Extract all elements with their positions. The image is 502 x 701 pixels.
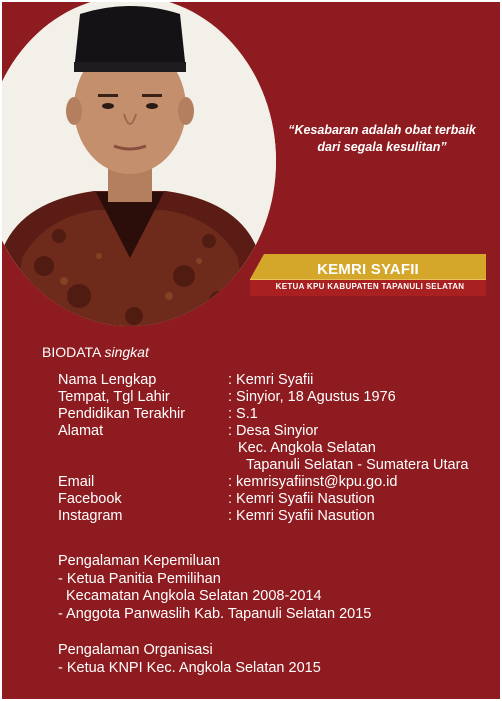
bio-row-alamat bbox=[58, 423, 468, 440]
bio-row-ttl bbox=[58, 389, 468, 406]
organisasi-section bbox=[58, 642, 321, 677]
value-instagram: : Kemri Syafii Nasution bbox=[228, 508, 375, 524]
quote-text: “Kesabaran adalah obat terbaik dari segala kesulitan” bbox=[288, 123, 476, 154]
value-email: : kemrisyafiinst@kpu.go.id bbox=[228, 474, 398, 490]
organisasi-item-1: - Ketua KNPI Kec. Angkola Selatan 2015 bbox=[58, 659, 321, 676]
value-pendidikan: : S.1 bbox=[228, 406, 258, 422]
label-nama: Nama Lengkap bbox=[58, 372, 157, 388]
value-alamat-1: : Desa Sinyior bbox=[228, 423, 319, 439]
bio-row-pendidikan bbox=[58, 406, 468, 423]
name-banner bbox=[250, 252, 486, 298]
bio-row-email bbox=[58, 474, 468, 491]
value-alamat-2: Kec. Angkola Selatan bbox=[238, 440, 376, 456]
kepemiluan-item-2: - Anggota Panwaslih Kab. Tapanuli Selatan 2015 bbox=[58, 605, 372, 622]
value-nama: : Kemri Syafii bbox=[228, 372, 314, 388]
biodata-list bbox=[58, 372, 468, 525]
kepemiluan-title: Pengalaman Kepemiluan bbox=[58, 553, 221, 569]
kepemiluan-item-1: - Ketua Panitia Pemilihan bbox=[58, 570, 221, 587]
value-ttl: : Sinyior, 18 Agustus 1976 bbox=[228, 389, 396, 405]
biodata-heading-em: singkat bbox=[104, 344, 149, 360]
value-facebook: : Kemri Syafii Nasution bbox=[228, 491, 375, 507]
person-role: KETUA KPU KABUPATEN TAPANULI SELATAN bbox=[275, 282, 465, 291]
label-alamat: Alamat bbox=[58, 423, 104, 439]
bio-row-facebook bbox=[58, 491, 468, 508]
kepemiluan-section bbox=[58, 553, 371, 623]
label-facebook: Facebook bbox=[58, 491, 122, 507]
person-name: KEMRI SYAFII bbox=[317, 261, 419, 278]
kepemiluan-item-1-cont: Kecamatan Angkola Selatan 2008-2014 bbox=[66, 588, 322, 604]
biodata-heading bbox=[42, 344, 149, 360]
bio-row-instagram bbox=[58, 508, 468, 525]
label-email: Email bbox=[58, 474, 95, 490]
profile-photo bbox=[0, 0, 276, 326]
biodata-heading-main: BIODATA bbox=[42, 344, 101, 360]
value-alamat-3: Tapanuli Selatan - Sumatera Utara bbox=[246, 457, 469, 473]
bio-row-nama bbox=[58, 372, 468, 389]
organisasi-title: Pengalaman Organisasi bbox=[58, 642, 213, 658]
label-pendidikan: Pendidikan Terakhir bbox=[58, 406, 186, 422]
label-instagram: Instagram bbox=[58, 508, 123, 524]
label-ttl: Tempat, Tgl Lahir bbox=[58, 389, 170, 405]
